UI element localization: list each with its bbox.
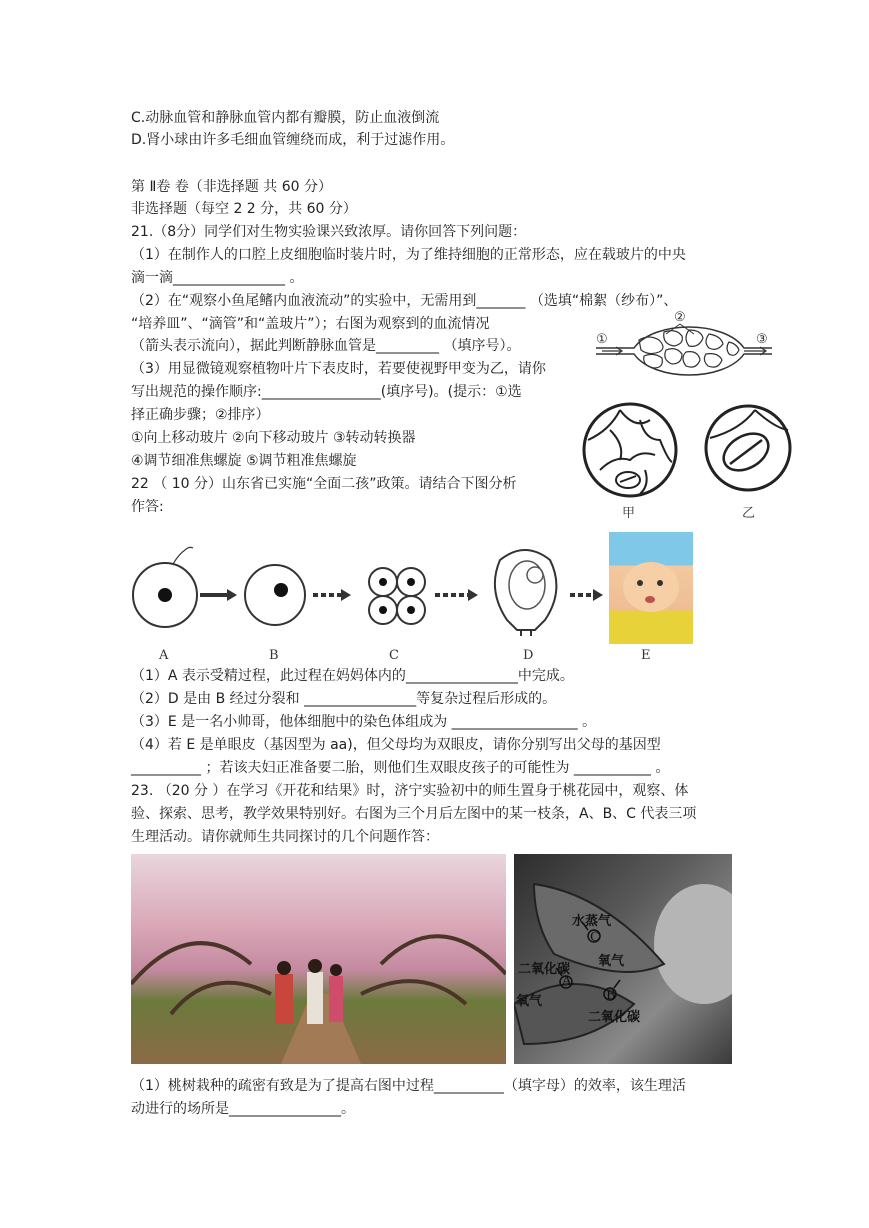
- leaf-label-oxygen-1: 氧气: [598, 954, 625, 969]
- q21-2-line2: “培养皿”、“滴管”和“盖玻片”）；右图为观察到的血流情况: [131, 316, 490, 332]
- peach-orchard-photo: [131, 854, 506, 1064]
- q21-3-line3: 择正确步骤；②排序）: [131, 407, 270, 423]
- baby-photo: [609, 532, 693, 644]
- q23-stem-line1: 23. （20 分 ）在学习《开花和结果》时，济宁实验初中的师生置身于桃花园中，观察、体: [131, 783, 689, 799]
- section-subtitle: 非选择题（每空 2 2 分，共 60 分）: [131, 201, 357, 217]
- development-figure: [125, 530, 705, 665]
- q22-2: （2）D 是由 B 经过分裂和 ________________等复杂过程后形成的。: [131, 691, 557, 707]
- stage-label-e: E: [641, 648, 651, 663]
- q21-1-line1: （1）在制作人的口腔上皮细胞临时装片时，为了维持细胞的正常形态，应在载玻片的中央: [131, 247, 686, 263]
- q21-3-options1: ①向上移动玻片 ②向下移动玻片 ③转动转换器: [131, 430, 416, 446]
- development-sequence: [125, 530, 605, 640]
- baby-mouth: [645, 596, 655, 603]
- leaf-label-oxygen-2: 氧气: [516, 994, 543, 1009]
- leaf-label-co2-1: 二氧化碳: [518, 962, 571, 977]
- field-label-yi: 乙: [742, 506, 756, 521]
- peach-branch-figure: [514, 854, 732, 1064]
- option-d: D.肾小球由许多毛细血管缠绕而成，利于过滤作用。: [131, 132, 455, 148]
- blood-flow-label-2: ②: [674, 310, 686, 325]
- stage-label-a: A: [159, 648, 169, 663]
- baby-eye-right: [657, 580, 663, 586]
- leaf-label-co2-2: 二氧化碳: [588, 1010, 641, 1025]
- microscope-figure: [580, 400, 810, 520]
- stage-label-d: D: [523, 648, 534, 663]
- microscope-fields: [580, 400, 810, 500]
- orchard-scene: [131, 854, 506, 1064]
- q22-3: （3）E 是一名小帅哥，他体细胞中的染色体组成为 __________________ 。: [131, 714, 597, 730]
- q22-4-line2: __________ ；若该夫妇正准备要二胎，则他们生双眼皮孩子的可能性为 ___________ 。: [131, 760, 670, 776]
- blood-flow-label-1: ①: [596, 332, 608, 347]
- q23-1-line1: （1）桃树栽种的疏密有致是为了提高右图中过程__________（填字母）的效率，该生理活: [131, 1078, 686, 1094]
- q21-2-line3: （箭头表示流向），据此判断静脉血管是_________ （填序号）。: [131, 338, 521, 354]
- q21-3-options2: ④调节细准焦螺旋 ⑤调节粗准焦螺旋: [131, 453, 357, 469]
- option-c: C.动脉血管和静脉血管内都有瓣膜，防止血液倒流: [131, 110, 440, 126]
- q23-stem-line2: 验、探索、思考，教学效果特别好。右图为三个月后左图中的某一枝条，A、B、C 代表三项: [131, 806, 697, 822]
- field-label-jia: 甲: [622, 506, 636, 521]
- q21-1-line2: 滴一滴________________ 。: [131, 270, 304, 286]
- leaf-label-c: C: [590, 930, 600, 945]
- blood-flow-label-3: ③: [756, 332, 768, 347]
- leaf-label-a: A: [562, 974, 572, 989]
- q21-stem: 21.（8分）同学们对生物实验课兴致浓厚。请你回答下列问题：: [131, 224, 527, 240]
- q22-4-line1: （4）若 E 是单眼皮（基因型为 aa)，但父母均为双眼皮，请你分别写出父母的基因型: [131, 737, 661, 753]
- leaf-label-water-vapor: 水蒸气: [572, 914, 612, 929]
- stage-label-c: C: [389, 648, 399, 663]
- q21-2-line1: （2）在“观察小鱼尾鳍内血液流动”的实验中，无需用到_______ （选填“棉絮（纱布）”、: [131, 293, 678, 309]
- q23-stem-line3: 生理活动。请你就师生共同探讨的几个问题作答：: [131, 829, 439, 845]
- q21-3-line2: 写出规范的操作顺序:_________________(填序号)。(提示：①选: [131, 384, 522, 400]
- blood-flow-figure: [594, 310, 774, 390]
- q23-1-line2: 动进行的场所是________________。: [131, 1101, 355, 1117]
- baby-eye-left: [637, 580, 643, 586]
- baby-face: [623, 562, 679, 612]
- q22-1: （1）A 表示受精过程，此过程在妈妈体内的________________中完成。: [131, 668, 574, 684]
- leaf-label-b: B: [606, 988, 616, 1003]
- section-title: 第 Ⅱ卷 卷（非选择题 共 60 分）: [131, 179, 332, 195]
- q21-3-line1: （3）用显微镜观察植物叶片下表皮时，若要使视野甲变为乙，请你: [131, 361, 546, 377]
- q22-stem-line2: 作答:: [131, 499, 164, 515]
- q22-stem-line1: 22 （ 10 分）山东省已实施“全面二孩”政策。请结合下图分析: [131, 476, 517, 492]
- stage-label-b: B: [269, 648, 279, 663]
